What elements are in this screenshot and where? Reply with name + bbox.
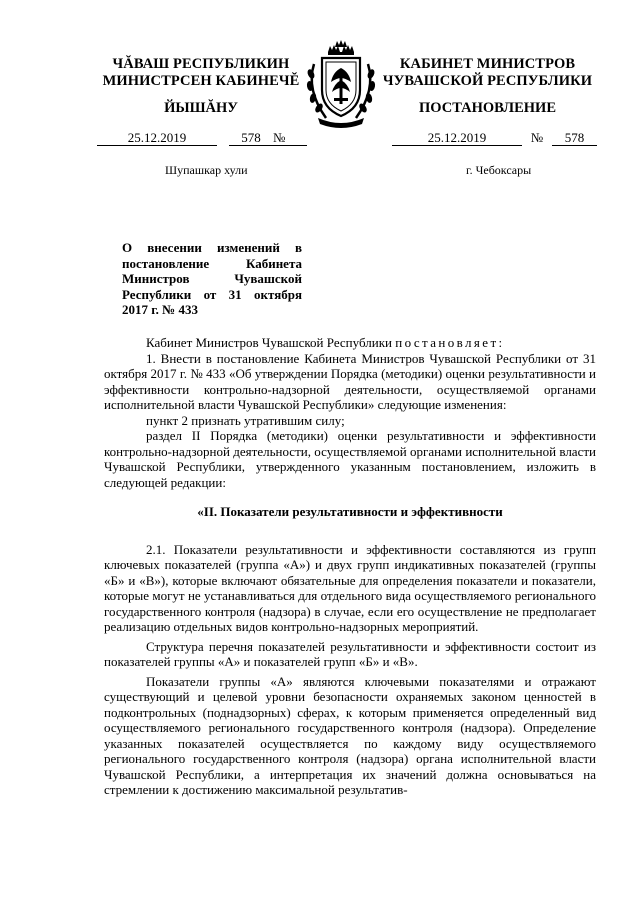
registration-left-number-sign: № [273,130,307,146]
registration-left-date: 25.12.2019 [97,130,217,146]
registration-right [392,130,597,146]
registration-right-number: 578 [552,130,597,146]
paragraph-structure: Структура перечня показателей результативности и эффективности состоит из показателей группы «А» и показателей групп «Б» и «В». [104,638,596,669]
header-left-doc-type: ЙЫШĂНУ [164,100,238,116]
coat-of-arms-icon [300,38,382,128]
item-1a-paragraph: пункт 2 признать утратившим силу; [146,412,345,428]
header-left-line1: ЧĂВАШ РЕСПУБЛИКИН [112,56,290,72]
item-1b-paragraph: раздел II Порядка (методики) оценки результативности и эффективности контрольно-надзорной деятельности, осуществляемой органами исполнительной власти Чувашской Республики, утвержденного указанным постановлением, изложить в следующей редакции: [104,428,596,490]
intro-main-text: Кабинет Министров Чувашской Республики [146,335,392,350]
registration-left [97,130,307,146]
registration-left-number: 578 [229,130,273,146]
intro-paragraph [104,335,596,351]
city-left: Шупашкар хули [165,163,248,177]
item-1-paragraph: 1. Внести в постановление Кабинета Министров Чувашской Республики от 31 октября 2017 г. № 433 «Об утверждении Порядка (методики) оценки результативности и эффективности контрольно-надзорной деятельности, осуществляемой органами исполнительной власти Чувашской Республики» следующие изменения: [104,350,596,412]
header-right [380,56,595,90]
header-left [96,56,306,90]
paragraph-group-a: Показатели группы «А» являются ключевыми показателями и отражают существующий и целевой уровни безопасности охраняемых законом ценностей в подконтрольных (поднадзорных) сферах, к которым применяется определенный вид осуществляемого регионального государственного контроля (надзора). Определение указанных показателей осуществляется по каждому виду осуществляемого регионального государственного контроля (надзора) органа исполнительной власти Чувашской Республики, а интерпретация их значений должна основываться на стремлении к достижению максимальной результатив- [104,673,596,797]
header-right-doc-type: ПОСТАНОВЛЕНИЕ [418,100,556,116]
city-right: г. Чебоксары [466,163,532,177]
header-right-line2: ЧУВАШСКОЙ РЕСПУБЛИКИ [382,73,593,89]
document-body [104,335,596,798]
header-left-line2: МИНИСТРСЕН КАБИНЕЧĔ [102,73,300,89]
section-heading: «II. Показатели результативности и эффективности [197,504,503,519]
registration-right-date: 25.12.2019 [392,130,522,146]
document-subject: О внесении изменений в постановление Кабинета Министров Чувашской Республики от 31 октября 2017 г. № 433 [122,240,302,317]
intro-verb: постановляет: [395,335,505,350]
header-right-line1: КАБИНЕТ МИНИСТРОВ [399,56,576,72]
registration-right-number-sign: № [530,130,544,145]
paragraph-2-1: 2.1. Показатели результативности и эффективности составляются из групп ключевых показателей (группа «А») и двух групп индикативных показателей (группы «Б» и «В»), которые включают обязательные для определения показатели и показатели, которые могут не устанавливаться для отдельного вида осуществляемого регионального государственного контроля (надзора) в случае, если его осуществление не предполагает реализацию отдельных видов контрольно-надзорных мероприятий. [104,541,596,634]
